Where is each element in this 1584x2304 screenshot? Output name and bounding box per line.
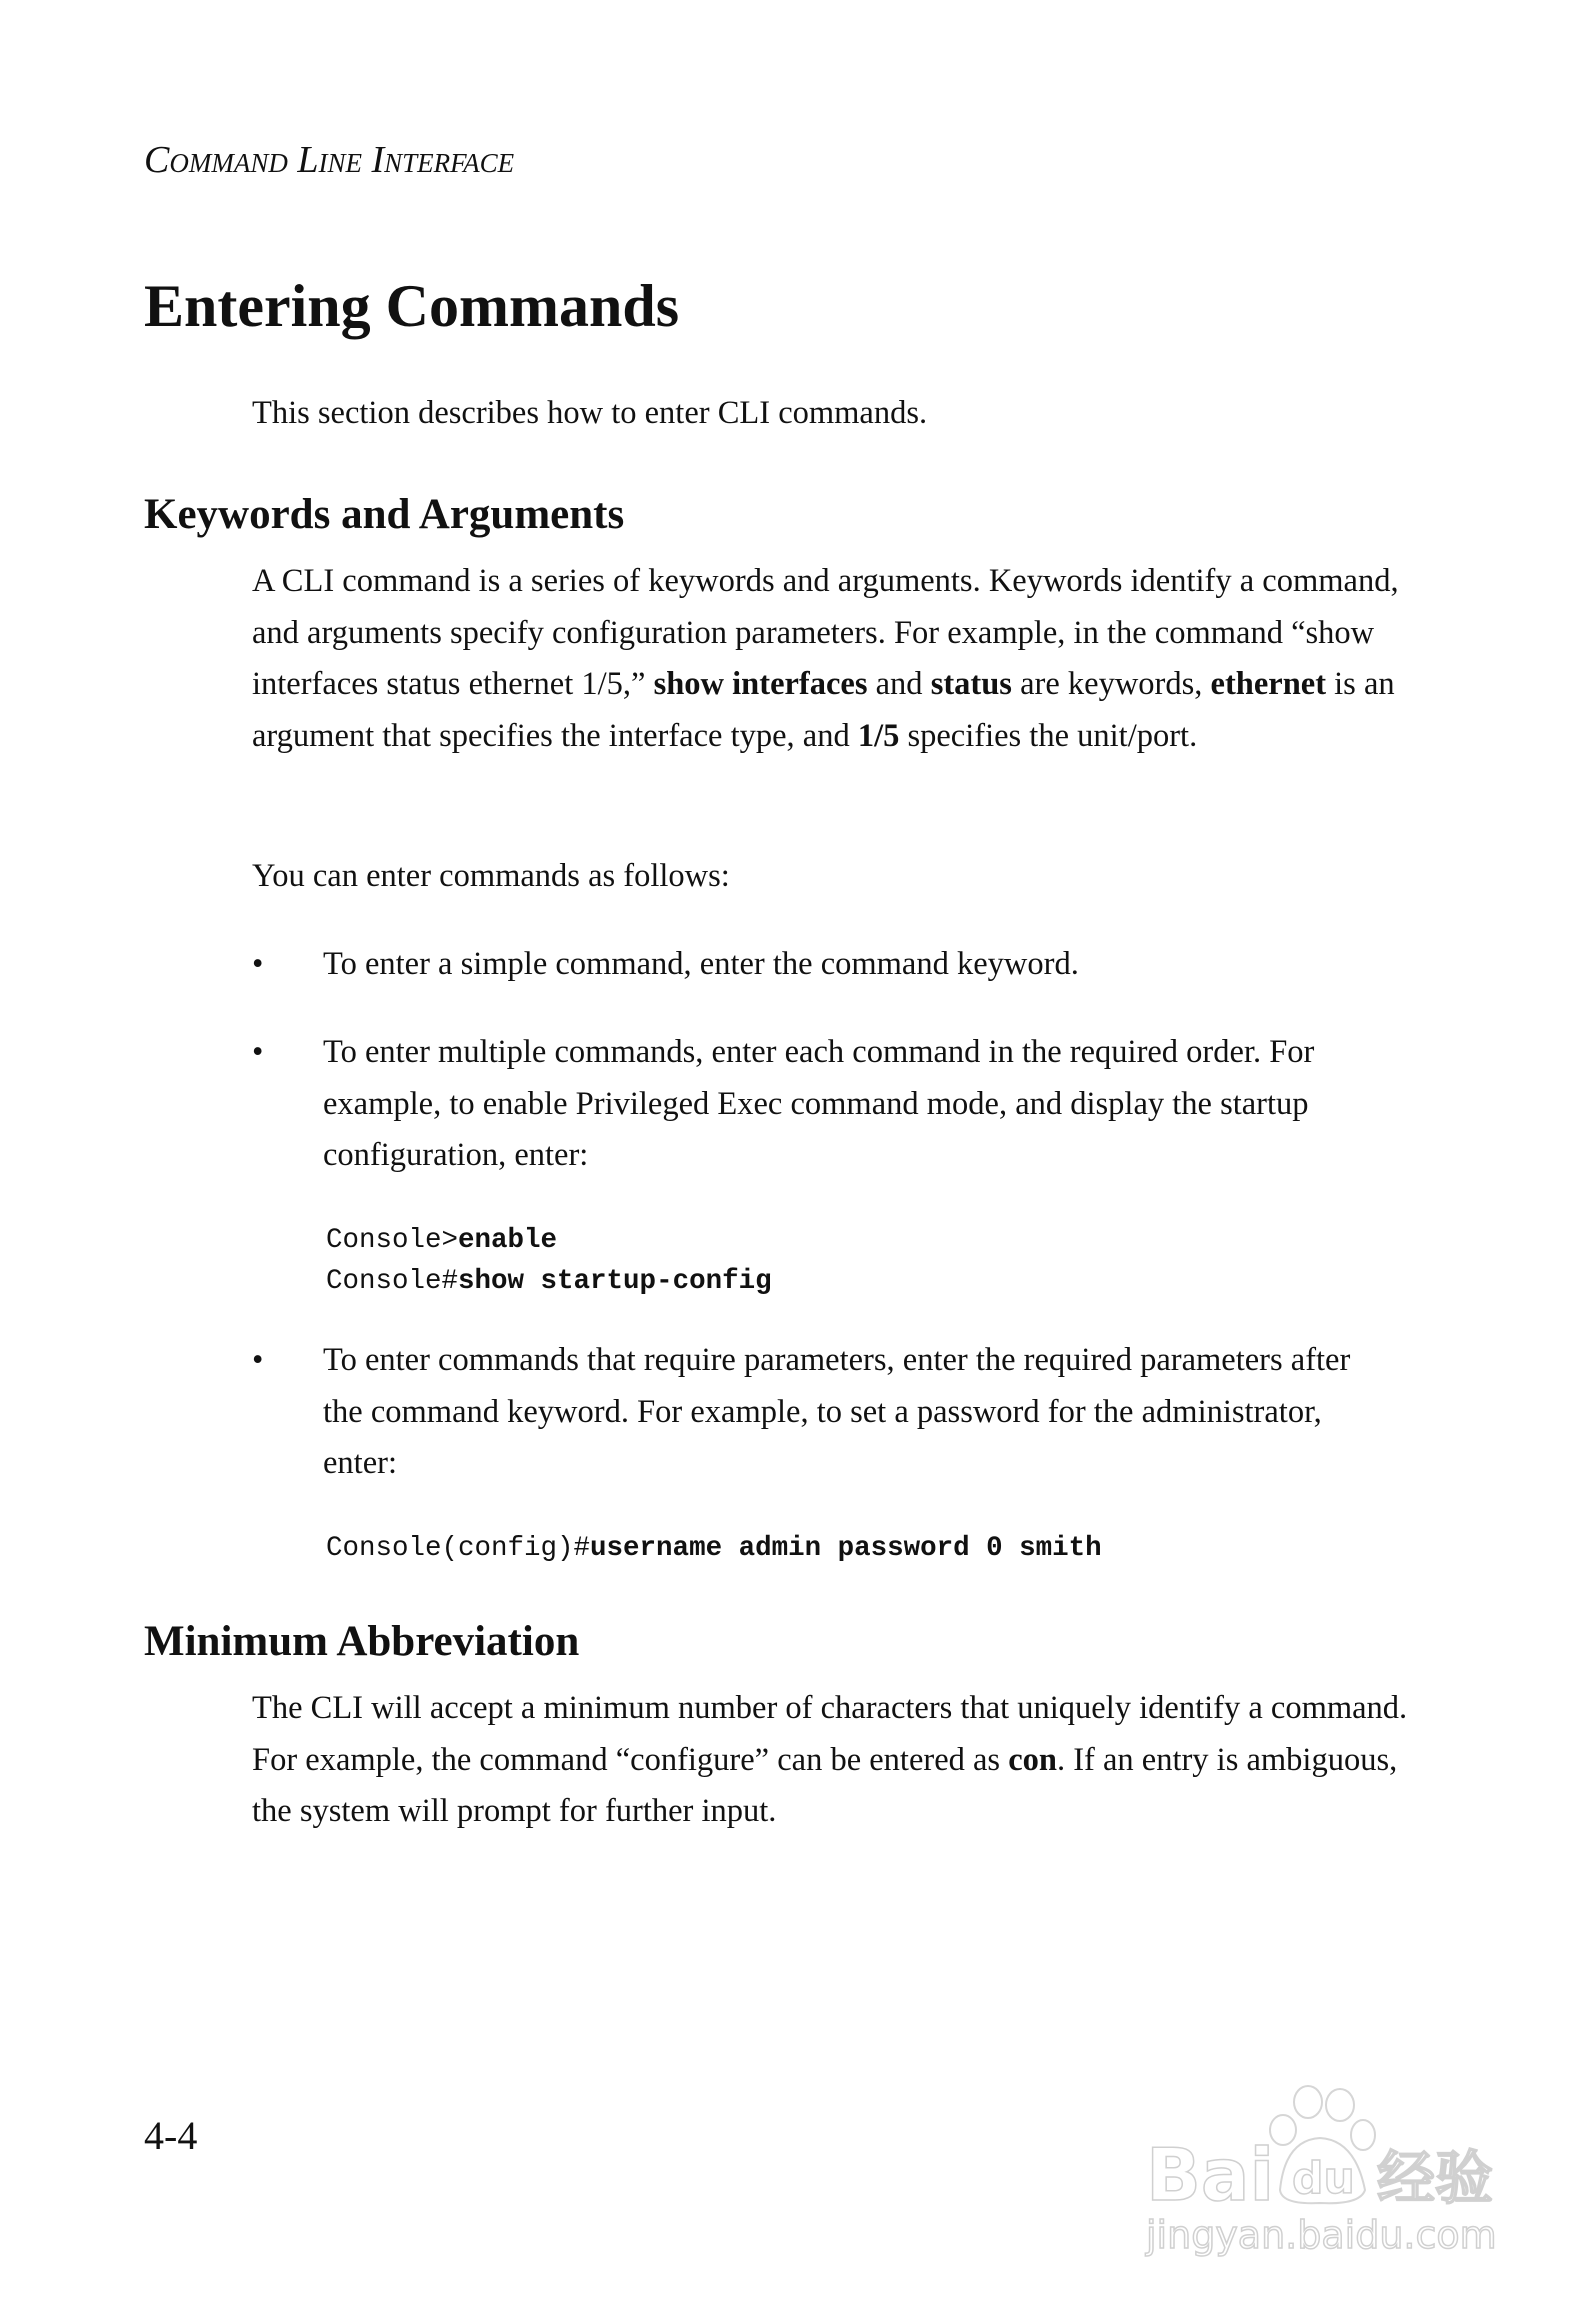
running-header: Command Line Interface (144, 139, 515, 181)
svg-text:jingyan.baidu.com: jingyan.baidu.com (1146, 2213, 1497, 2257)
baidu-watermark-logo (1120, 2060, 1540, 2265)
enter-commands-intro: You can enter commands as follows: (252, 858, 730, 894)
code-example-password (326, 1528, 1102, 1569)
text-run: Console# (326, 1266, 459, 1297)
bold-keyword: status (930, 666, 1012, 703)
text-run: . If an entry is ambiguous, the system will prompt for further input. (252, 1741, 1398, 1830)
code-example-enable (326, 1220, 772, 1302)
svg-text:Bai: Bai (1146, 2133, 1275, 2217)
bold-keyword: con (1008, 1741, 1057, 1778)
svg-text:经验: 经验 (1377, 2144, 1494, 2212)
bold-keyword: show interfaces (653, 666, 868, 703)
bullet-text: To enter commands that require parameters, enter the required parameters after the command keyword. For example, to set a password for the administrator, enter: (323, 1342, 1351, 1482)
page-number: 4-4 (144, 2113, 198, 2158)
bold-keyword: show startup-config (458, 1266, 772, 1297)
svg-text:du: du (1292, 2153, 1355, 2204)
code-line (326, 1528, 1102, 1569)
text-run: are keywords, (1011, 666, 1211, 703)
bold-keyword: ethernet (1210, 666, 1327, 703)
bullet-icon: • (252, 1342, 264, 1378)
bullet-text: To enter multiple commands, enter each command in the required order. For example, to enable Privileged Exec command mode, and display the startup configuration, enter: (323, 1034, 1315, 1174)
text-run: and (867, 666, 931, 703)
code-line (326, 1220, 772, 1261)
bold-keyword: username admin password 0 smith (590, 1533, 1102, 1564)
bullet-icon: • (252, 946, 264, 982)
text-run: A CLI command is a series of keywords and arguments. Keywords identify a command, and arguments specify configuration parameters. For example, in the command “show interfaces status ethernet 1/5,” (252, 563, 1399, 703)
code-line (326, 1261, 772, 1302)
text-run: is an argument that specifies the interface type, and (252, 666, 1395, 755)
section-heading-abbreviation: Minimum Abbreviation (144, 1618, 580, 1665)
abbreviation-paragraph (252, 1683, 1412, 1838)
intro-paragraph: This section describes how to enter CLI commands. (252, 395, 928, 431)
section-heading-keywords: Keywords and Arguments (144, 491, 625, 538)
page-title: Entering Commands (144, 273, 680, 339)
keywords-paragraph (252, 556, 1412, 763)
bold-keyword: 1/5 (857, 718, 900, 755)
bullet-icon: • (252, 1034, 264, 1070)
text-run: specifies the unit/port. (899, 718, 1198, 755)
text-run: Console> (326, 1225, 459, 1256)
text-run: The CLI will accept a minimum number of characters that uniquely identify a command. For example, the command “configure” can be entered as (252, 1690, 1408, 1778)
bullet-text: To enter a simple command, enter the command keyword. (323, 946, 1079, 982)
text-run: Console(config)# (326, 1533, 591, 1564)
bold-keyword: enable (458, 1225, 558, 1256)
